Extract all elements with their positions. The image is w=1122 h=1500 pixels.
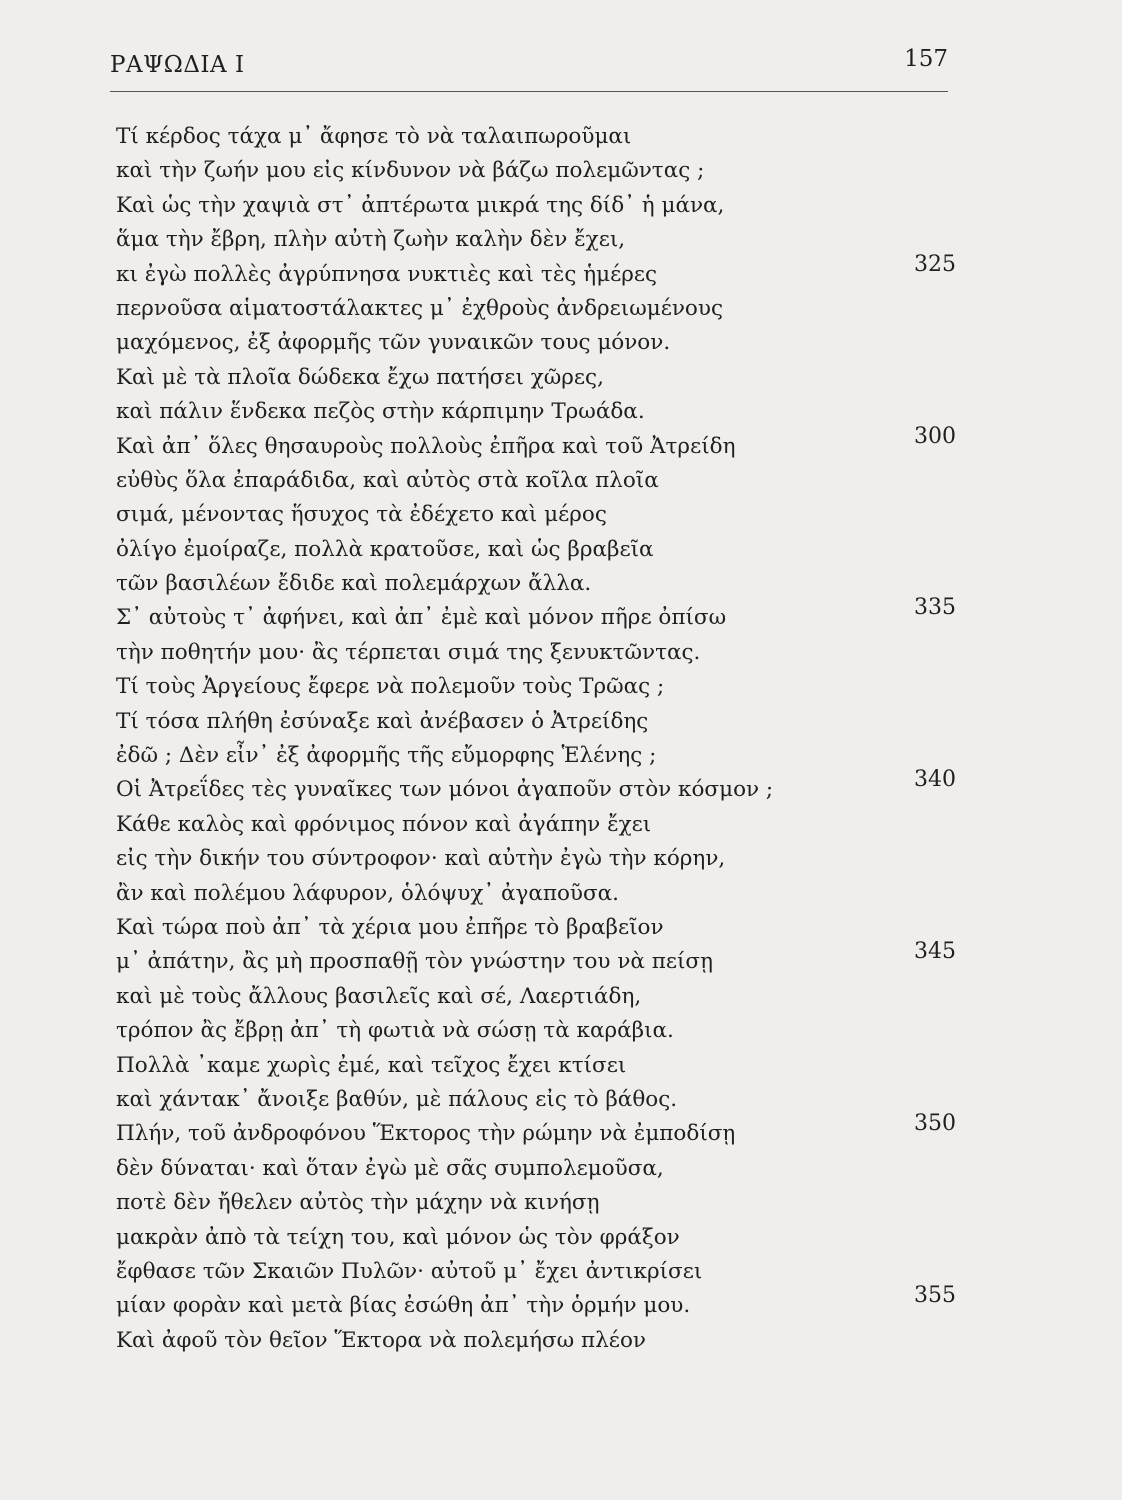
verse-text: ἅμα τὴν ἔβρη, πλὴν αὐτὴ ζωὴν καλὴν δὲν ἔχει, [116, 227, 626, 253]
verse-text: εὐθὺς ὅλα ἐπαράδιδα, καὶ αὐτὸς στὰ κοῖλα πλοῖα [116, 467, 659, 493]
verse-line [116, 980, 956, 1014]
verse-text: Πολλὰ ᾽καμε χωρὶς ἐμέ, καὶ τεῖχος ἔχει κτίσει [116, 1052, 627, 1078]
verse-line [116, 1221, 956, 1255]
verse-text: περνοῦσα αἱματοστάλακτες μ᾽ ἐχθροὺς ἀνδρειωμένους [116, 295, 723, 321]
verse-line [116, 595, 956, 635]
page-number: 157 [904, 46, 948, 72]
verse-line [116, 464, 956, 498]
verse-line [116, 423, 956, 464]
verse-text: μαχόμενος, ἐξ ἀφορμῆς τῶν γυναικῶν τους μόνον. [116, 330, 671, 356]
verse-line [116, 739, 956, 773]
verse-text: καὶ τὴν ζωήν μου εἰς κίνδυνον νὰ βάζω πολεμῶντας ; [116, 158, 705, 184]
verse-line [116, 767, 956, 807]
verse-line [116, 939, 956, 979]
verse-text: ἔφθασε τῶν Σκαιῶν Πυλῶν· αὐτοῦ μ᾽ ἔχει ἀντικρίσει [116, 1258, 703, 1284]
verse-text: Καὶ ἀφοῦ τὸν θεῖον Ἕκτορα νὰ πολεμήσω πλέον [116, 1327, 646, 1353]
verse-line [116, 154, 956, 188]
verse-text: Πλήν, τοῦ ἀνδροφόνου Ἕκτορος τὴν ρώμην νὰ ἐμποδίσῃ [116, 1121, 736, 1147]
verse-text: σιμά, μένοντας ἥσυχος τὰ ἐδέχετο καὶ μέρος [116, 502, 607, 528]
verse-number: 345 [914, 939, 956, 965]
verse-text: Καὶ ὡς τὴν χαψιὰ στ᾽ ἀπτέρωτα μικρά της δίδ᾽ ἡ μάνα, [116, 192, 725, 218]
verse-line [116, 636, 956, 670]
verse-line [116, 877, 956, 911]
verse-line [116, 1283, 956, 1323]
verse-text: ἐδῶ ; Δὲν εἶν᾽ ἐξ ἀφορμῆς τῆς εὔμορφης Ἑλένης ; [116, 743, 657, 769]
verse-line [116, 670, 956, 704]
verse-line [116, 326, 956, 360]
verse-text: καὶ πάλιν ἕνδεκα πεζὸς στὴν κάρπιμην Τρωάδα. [116, 399, 645, 425]
verse-line [116, 567, 956, 601]
verse-line [116, 1083, 956, 1117]
verse-number: 340 [914, 767, 956, 793]
verse-line [116, 1324, 956, 1358]
verse-text: τὴν ποθητήν μου· ἂς τέρπεται σιμά της ξενυκτῶντας. [116, 639, 701, 665]
verse-block [116, 120, 956, 1358]
verse-text: Τί κέρδος τάχα μ᾽ ἄφησε τὸ νὰ ταλαιπωροῦμαι [116, 124, 632, 149]
verse-text: Καὶ ἀπ᾽ ὅλες θησαυροὺς πολλοὺς ἐπῆρα καὶ τοῦ Ἀτρείδη [116, 433, 736, 459]
verse-text: ἂν καὶ πολέμου λάφυρον, ὁλόψυχ᾽ ἀγαποῦσα. [116, 880, 620, 906]
verse-line [116, 1152, 956, 1186]
verse-text: Καὶ μὲ τὰ πλοῖα δώδεκα ἔχω πατήσει χῶρες, [116, 364, 604, 390]
header-rule [110, 91, 948, 92]
verse-text: εἰς τὴν δικήν του σύντροφον· καὶ αὐτὴν ἐγὼ τὴν κόρην, [116, 846, 726, 872]
verse-line [116, 1186, 956, 1220]
verse-number: 350 [914, 1111, 956, 1137]
verse-text: τῶν βασιλέων ἔδιδε καὶ πολεμάρχων ἄλλα. [116, 571, 592, 597]
verse-line [116, 911, 956, 945]
verse-number: 355 [914, 1283, 956, 1309]
verse-text: Τί τοὺς Ἀργείους ἔφερε νὰ πολεμοῦν τοὺς Τρῶας ; [116, 674, 665, 700]
verse-text: Οἱ Ἀτρεΐδες τὲς γυναῖκες των μόνοι ἀγαποῦν στὸν κόσμον ; [116, 777, 774, 803]
verse-line [116, 361, 956, 395]
verse-line [116, 189, 956, 223]
verse-number: 300 [914, 423, 956, 449]
verse-text: μακρὰν ἀπὸ τὰ τείχη του, καὶ μόνον ὡς τὸν φράξον [116, 1224, 680, 1250]
verse-text: ποτὲ δὲν ἤθελεν αὐτὸς τὴν μάχην νὰ κινήσῃ [116, 1190, 600, 1216]
verse-line [116, 533, 956, 567]
verse-text: κι ἐγὼ πολλὲς ἀγρύπνησα νυκτιὲς καὶ τὲς ἡμέρες [116, 261, 658, 287]
verse-line [116, 842, 956, 876]
verse-number: 325 [914, 251, 956, 277]
verse-text: μίαν φορὰν καὶ μετὰ βίας ἐσώθη ἀπ᾽ τὴν ὁρμήν μου. [116, 1293, 691, 1319]
verse-line [116, 1255, 956, 1289]
running-title: ΡΑΨΩΔΙΑ Ι [110, 52, 245, 78]
verse-text: Καὶ τώρα ποὺ ἀπ᾽ τὰ χέρια μου ἐπῆρε τὸ βραβεῖον [116, 914, 664, 940]
verse-line [116, 120, 956, 154]
verse-text: Τί τόσα πλήθη ἐσύναξε καὶ ἀνέβασεν ὁ Ἀτρείδης [116, 708, 649, 734]
verse-text: ὀλίγο ἐμοίραζε, πολλὰ κρατοῦσε, καὶ ὡς βραβεῖα [116, 536, 654, 562]
verse-text: καὶ μὲ τοὺς ἄλλους βασιλεῖς καὶ σέ, Λαερτιάδη, [116, 983, 642, 1009]
verse-line [116, 251, 956, 292]
verse-line [116, 1014, 956, 1048]
verse-text: Κάθε καλὸς καὶ φρόνιμος πόνον καὶ ἀγάπην ἔχει [116, 811, 652, 837]
verse-line [116, 498, 956, 532]
page-header [110, 42, 948, 90]
verse-text: δὲν δύναται· καὶ ὅταν ἐγὼ μὲ σᾶς συμπολεμοῦσα, [116, 1155, 664, 1181]
verse-line [116, 292, 956, 326]
verse-line [116, 395, 956, 429]
verse-line [116, 1049, 956, 1083]
verse-line [116, 705, 956, 739]
verse-line [116, 223, 956, 257]
verse-text: μ᾽ ἀπάτην, ἂς μὴ προσπαθῇ τὸν γνώστην του νὰ πείσῃ [116, 949, 713, 975]
verse-number: 335 [914, 595, 956, 621]
verse-line [116, 808, 956, 842]
verse-text: Σ᾽ αὐτοὺς τ᾽ ἀφήνει, καὶ ἀπ᾽ ἐμὲ καὶ μόνον πῆρε ὀπίσω [116, 605, 727, 631]
verse-text: καὶ χάντακ᾽ ἄνοιξε βαθύν, μὲ πάλους εἰς τὸ βάθος. [116, 1086, 678, 1112]
verse-text: τρόπον ἂς ἔβρῃ ἀπ᾽ τὴ φωτιὰ νὰ σώσῃ τὰ καράβια. [116, 1018, 674, 1044]
verse-line [116, 1111, 956, 1151]
